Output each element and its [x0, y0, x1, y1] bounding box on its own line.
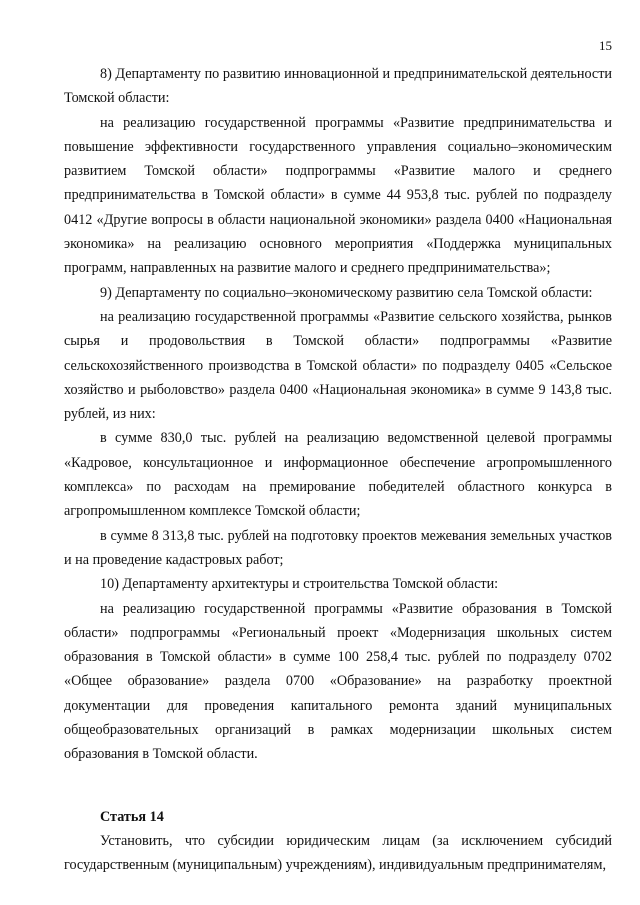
paragraph: 9) Департаменту по социально–экономическому развитию села Томской области:: [100, 284, 593, 301]
paragraph: 10) Департаменту архитектуры и строительства Томской области:: [100, 576, 499, 593]
paragraph: в сумме 830,0 тыс. рублей на реализацию ведомственной целевой программы «Кадровое, консультационное и информационное обеспечение агропромышленного комплекса» по расходам на премирование победителей областного конкурса в агропромышленном комплексе Томской области;: [64, 430, 612, 520]
article-heading: Статья 14: [100, 808, 164, 825]
paragraph: 8) Департаменту по развитию инновационной и предпринимательской деятельности Томской области:: [64, 66, 612, 107]
paragraph: на реализацию государственной программы «Развитие образования в Томской области» подпрограммы «Региональный проект «Модернизация школьных систем образования в Томской области» в сумме 100 258,4 тыс. рублей по подразделу 0702 «Общее образование» раздела 0700 «Образование» на разработку проектной документации для проведения капитального ремонта зданий муниципальных общеобразовательных организаций в рамках модернизации школьных систем образования в Томской области.: [64, 600, 612, 763]
paragraph: в сумме 8 313,8 тыс. рублей на подготовку проектов межевания земельных участков и на проведение кадастровых работ;: [64, 527, 612, 568]
article-paragraph: Установить, что субсидии юридическим лицам (за исключением субсидий государственным (муниципальным) учреждениям), индивидуальным предпринимателям,: [64, 832, 612, 874]
paragraph: на реализацию государственной программы «Развитие предпринимательства и повышение эффективности государственного управления социально–экономическим развитием Томской области» подпрограммы «Развитие малого и среднего предпринимательства в Томской области» в сумме 44 953,8 тыс. рублей по подразделу 0412 «Другие вопросы в области национальной экономики» раздела 0400 «Национальная экономика» на реализацию основного мероприятия «Поддержка муниципальных программ, направленных на развитие малого и среднего предпринимательства»;: [64, 114, 612, 277]
document-body: [64, 62, 612, 878]
page-number: 15: [599, 38, 612, 53]
paragraph: на реализацию государственной программы «Развитие сельского хозяйства, рынков сырья и продовольствия в Томской области» подпрограммы «Развитие сельскохозяйственного производства в Томской области» по подразделу 0405 «Сельское хозяйство и рыболовство» раздела 0400 «Национальная экономика» в сумме 9 143,8 тыс. рублей, из них:: [64, 308, 612, 423]
